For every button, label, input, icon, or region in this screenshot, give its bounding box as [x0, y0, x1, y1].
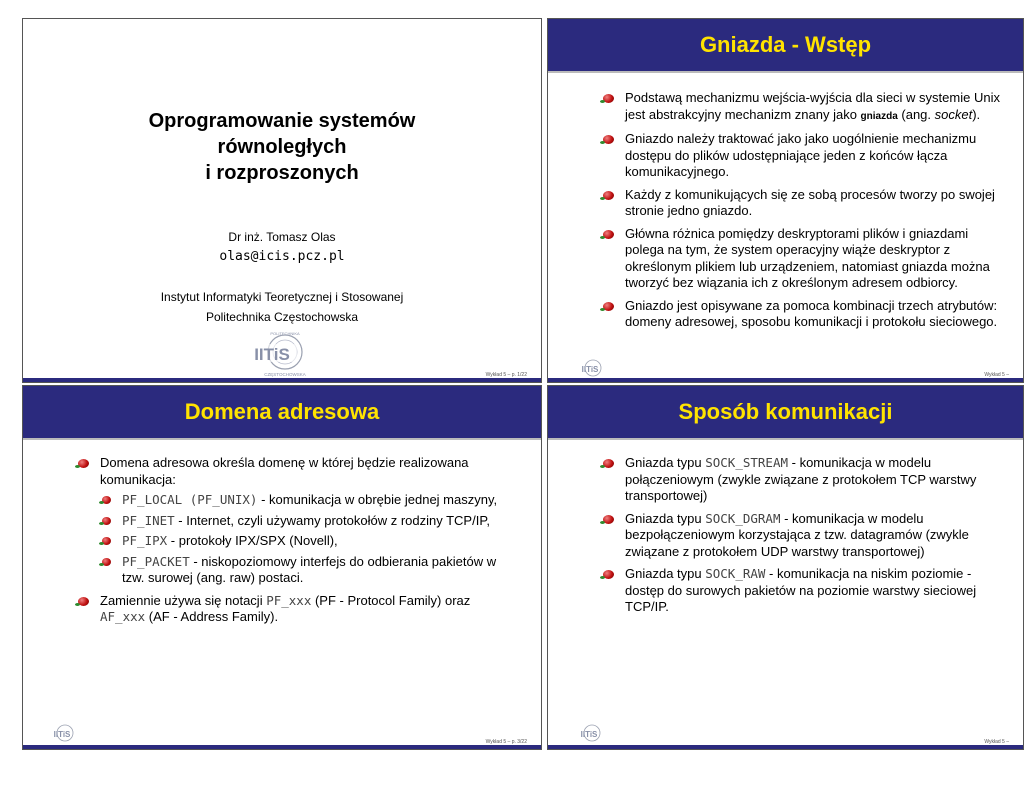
svg-text:POLITECHNIKA: POLITECHNIKA — [270, 331, 300, 336]
list-item: Domena adresowa określa domenę w której będzie realizowana komunikacja: PF_LOCAL (PF_UNIX) - komunikacja w obrębie jednej maszyny, PF_INET - Internet, czyli używamy protokołów z rodziny TCP/IP, PF_IPX - protokoły IPX/SPX (Novell), PF_PACKET - niskopoziomowy interfejs do odbierania pakietów w tzw. surowej (ang. raw) postaci. — [78, 455, 498, 587]
author-name: Dr inż. Tomasz Olas — [228, 230, 336, 244]
bullet-icon — [603, 230, 614, 239]
sub-bullet-list — [100, 492, 498, 587]
svg-text:IITiS: IITiS — [53, 730, 71, 739]
footer-bar — [23, 378, 541, 382]
page-number: Wykład 5 – — [984, 372, 1009, 378]
slide-header — [548, 19, 1023, 73]
list-item: Każdy z komunikujących się ze sobą procesów tworzy po swojej stronie jedno gniazdo. — [603, 187, 1008, 220]
page-number: Wykład 5 – p. 1/22 — [485, 372, 527, 378]
institute-name: Instytut Informatyki Teoretycznej i Stosowanej — [160, 290, 404, 304]
bullet-list — [603, 455, 1008, 622]
iitis-logo-icon — [578, 359, 604, 379]
bullet-icon — [78, 459, 89, 468]
bullet-icon — [102, 496, 111, 504]
svg-text:IITiS: IITiS — [580, 730, 598, 739]
footer-bar — [548, 745, 1023, 749]
page-number: Wykład 5 – p. 3/22 — [485, 739, 527, 745]
list-item: PF_IPX - protokoły IPX/SPX (Novell), — [100, 533, 498, 550]
slide-gniazda-wstep — [547, 18, 1024, 383]
page-number: Wykład 5 – — [984, 739, 1009, 745]
slide-sposob-komunikacji — [547, 385, 1024, 750]
bullet-icon — [102, 517, 111, 525]
footer-bar — [548, 378, 1023, 382]
list-item: PF_PACKET - niskopoziomowy interfejs do odbierania pakietów w tzw. surowej (ang. raw) postaci. — [100, 554, 498, 587]
bullet-icon — [603, 191, 614, 200]
footer-bar — [23, 745, 541, 749]
university-name: Politechnika Częstochowska — [205, 310, 359, 324]
iitis-logo-icon — [577, 724, 603, 744]
list-item: Podstawą mechanizmu wejścia-wyjścia dla sieci w systemie Unix jest abstrakcyjny mechanizm znany jako gniazda (ang. socket). — [603, 90, 1008, 125]
list-item: Gniazda typu SOCK_STREAM - komunikacja w modelu połączeniowym (zwykle związane z protokołem TCP warstwy transportowej) — [603, 455, 1008, 505]
bullet-icon — [603, 570, 614, 579]
bullet-icon — [603, 302, 614, 311]
slide-title: Domena adresowa — [184, 399, 380, 424]
svg-text:IITiS: IITiS — [581, 365, 599, 374]
bullet-icon — [603, 94, 614, 103]
slide-title: Gniazda - Wstęp — [699, 32, 872, 57]
iitis-logo-icon — [245, 330, 309, 378]
bullet-icon — [78, 597, 89, 606]
slide-header — [23, 386, 541, 440]
bullet-icon — [603, 135, 614, 144]
bullet-icon — [102, 537, 111, 545]
presentation-title: Oprogramowanie systemów równoległych i rozproszonych — [148, 110, 416, 184]
slide-header — [548, 386, 1023, 440]
bullet-icon — [102, 558, 111, 566]
list-item: Gniazda typu SOCK_RAW - komunikacja na niskim poziomie - dostęp do surowych pakietów na poziomie warstwy sieciowej TCP/IP. — [603, 566, 1008, 616]
slide-title: Sposób komunikacji — [678, 399, 893, 424]
slide-domena-adresowa — [22, 385, 542, 750]
list-item: Zamiennie używa się notacji PF_xxx (PF - Protocol Family) oraz AF_xxx (AF - Address Family). — [78, 593, 498, 626]
slide-title — [22, 18, 542, 383]
list-item: Gniazdo jest opisywane za pomoca kombinacji trzech atrybutów: domeny adresowej, sposobu komunikacji i protokołu sieciowego. — [603, 298, 1008, 331]
bullet-icon — [603, 459, 614, 468]
list-item: Główna różnica pomiędzy deskryptorami plików i gniazdami polega na tym, że system operacyjny wiąże deskryptor z określonym plikiem lub urządzeniem, natomiast gniazda można tworzyć bez wiązania ich z określonym adresem odbiorcy. — [603, 226, 1008, 292]
list-item: PF_LOCAL (PF_UNIX) - komunikacja w obrębie jednej maszyny, — [100, 492, 498, 509]
svg-text:CZĘSTOCHOWSKA: CZĘSTOCHOWSKA — [264, 372, 306, 377]
list-item: Gniazdo należy traktować jako jako uogólnienie mechanizmu dostępu do plików udostępniające jeden z końców łącza komunikacyjnego. — [603, 131, 1008, 181]
bullet-list — [603, 90, 1008, 337]
iitis-logo-icon — [50, 724, 76, 744]
bullet-icon — [603, 515, 614, 524]
list-item: Gniazda typu SOCK_DGRAM - komunikacja w modelu bezpołączeniowym korzystająca z tzw. datagramów (zwykle związane z protokołem UDP warstwy transportowej) — [603, 511, 1008, 561]
list-item: PF_INET - Internet, czyli używamy protokołów z rodziny TCP/IP, — [100, 513, 498, 530]
author-email: olas@icis.pcz.pl — [219, 249, 345, 264]
bullet-list — [78, 455, 498, 632]
svg-text:IITiS: IITiS — [254, 345, 290, 364]
